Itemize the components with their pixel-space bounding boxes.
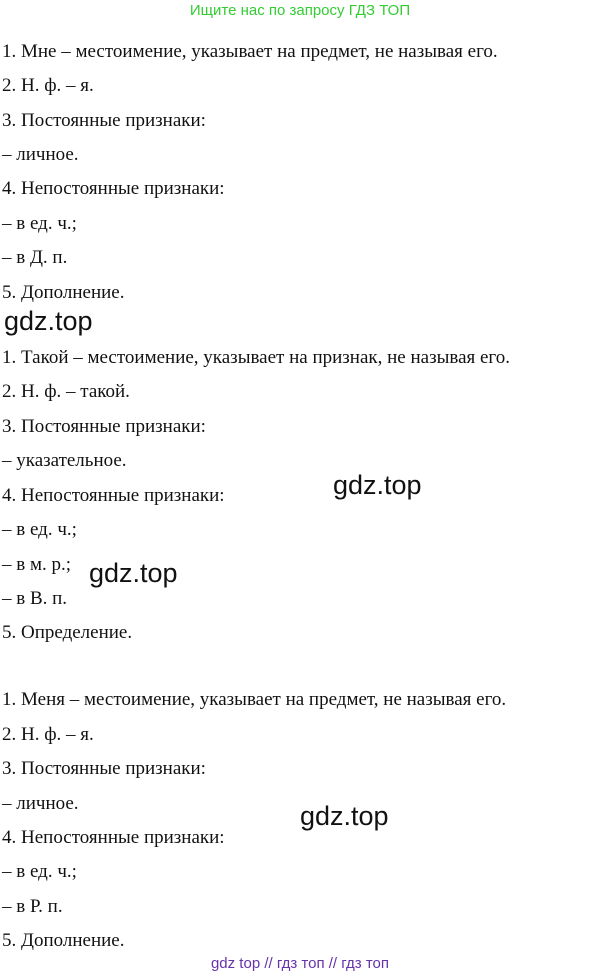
answer-line: 5. Определение. [2, 622, 133, 643]
answer-line: 1. Мне – местоимение, указывает на предмет, не называя его. [2, 41, 498, 62]
answer-line: 2. Н. ф. – такой. [2, 381, 130, 402]
answer-line: – в Р. п. [2, 896, 63, 917]
answer-line: – в ед. ч.; [2, 213, 77, 234]
header-banner: Ищите нас по запросу ГДЗ ТОП [189, 2, 411, 19]
watermark: gdz.top [300, 801, 389, 831]
answer-line: 3. Постоянные признаки: [2, 416, 206, 437]
answer-line: – указательное. [2, 450, 127, 471]
answer-line: 4. Непостоянные признаки: [2, 178, 225, 199]
answer-line: 4. Непостоянные признаки: [2, 827, 225, 848]
footer-banner: gdz top // гдз топ // гдз топ [210, 955, 390, 972]
watermark: gdz.top [89, 558, 178, 588]
watermark: gdz.top [333, 470, 422, 500]
answer-line: 3. Постоянные признаки: [2, 758, 206, 779]
answer-line: 4. Непостоянные признаки: [2, 485, 225, 506]
answer-line: – личное. [2, 144, 79, 165]
answer-line: – в м. р.; [2, 554, 72, 575]
answer-line: 5. Дополнение. [2, 282, 125, 303]
answer-line: – в Д. п. [2, 247, 68, 268]
answer-line: 5. Дополнение. [2, 930, 125, 951]
answer-line: – в ед. ч.; [2, 861, 77, 882]
answer-line: 2. Н. ф. – я. [2, 75, 94, 96]
answer-line: 3. Постоянные признаки: [2, 110, 206, 131]
answer-line: – в В. п. [2, 588, 68, 609]
watermark: gdz.top [4, 306, 93, 336]
answer-line: – личное. [2, 793, 79, 814]
answer-line: 2. Н. ф. – я. [2, 724, 94, 745]
answer-line: 1. Меня – местоимение, указывает на предмет, не называя его. [2, 689, 507, 710]
answer-line: – в ед. ч.; [2, 519, 77, 540]
answer-line: 1. Такой – местоимение, указывает на признак, не называя его. [2, 347, 510, 368]
